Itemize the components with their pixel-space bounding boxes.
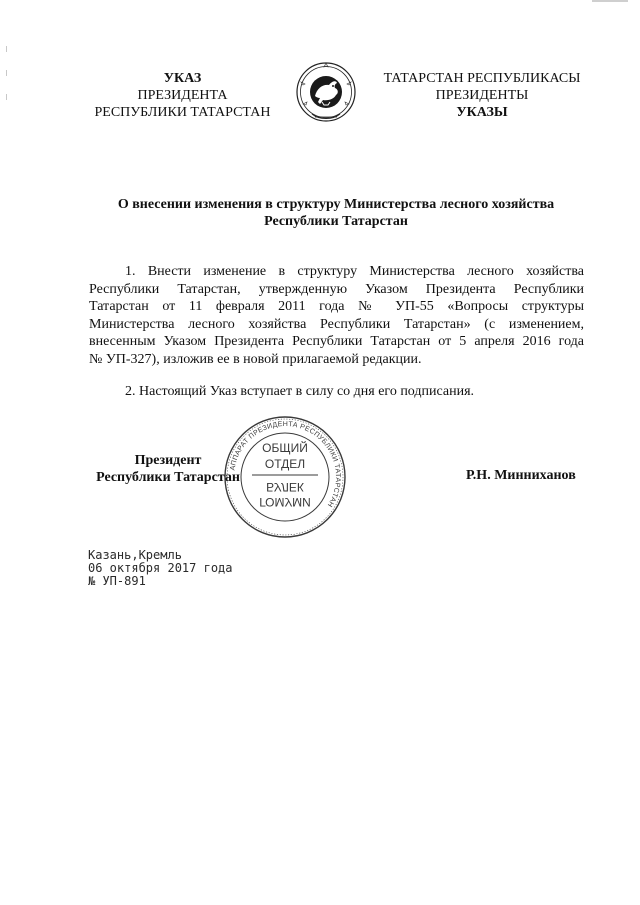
- header-right-block: [372, 70, 592, 121]
- paragraph-1-line: Министерства лесного хозяйства Республики Татарстан» (с изменением,: [89, 316, 584, 332]
- stamp-line3: БУЛЕК: [266, 480, 304, 494]
- header-left-line3: РЕСПУБЛИКИ ТАТАРСТАН: [94, 105, 271, 120]
- decree-paragraph-1: [89, 263, 584, 369]
- paragraph-1-line: 1. Внести изменение в структуру Министерства лесного хозяйства: [125, 264, 584, 279]
- paragraph-1-line: Татарстан от 11 февраля 2011 года № УП-55 «Вопросы структуры: [89, 299, 584, 315]
- paragraph-1-line: Республики Татарстан, утвержденную Указом Президента Республики: [89, 281, 584, 297]
- stamp-line4: ГОМУМИ: [259, 495, 311, 509]
- scan-corner-mark: [592, 0, 628, 2]
- registration-block: [88, 549, 233, 588]
- stamp-line2: ОТДЕЛ: [264, 457, 306, 471]
- decree-title: [80, 196, 592, 230]
- tatarstan-coat-of-arms-icon: [295, 58, 357, 126]
- scan-edge-tick: [6, 94, 7, 100]
- header-right-line1: ТАТАРСТАН РЕСПУБЛИКАСЫ: [383, 71, 581, 86]
- paragraph-1-line: № УП-327), изложив ее в новой прилагаемой редакции.: [89, 351, 422, 367]
- scan-edge-tick: [6, 70, 7, 76]
- registration-date: 06 октября 2017 года: [88, 561, 233, 575]
- header-left-title: УКАЗ: [163, 71, 202, 86]
- decree-title-line1: О внесении изменения в структуру Министерства лесного хозяйства: [117, 197, 555, 212]
- header-right-line2: ПРЕЗИДЕНТЫ: [435, 88, 529, 103]
- header-right-title: УКАЗЫ: [456, 105, 508, 120]
- scan-edge-tick: [6, 46, 7, 52]
- paragraph-1-line: внесенным Указом Президента Республики Татарстан от 5 апреля 2016 года: [89, 334, 584, 350]
- registration-number: № УП-891: [88, 574, 146, 588]
- decree-title-line2: Республики Татарстан: [264, 214, 408, 229]
- signatory-position-line2: Республики Татарстан: [96, 470, 240, 485]
- stamp-line1: ОБЩИЙ: [262, 441, 308, 455]
- signatory-name: Р.Н. Минниханов: [466, 468, 576, 483]
- decree-paragraph-2: 2. Настоящий Указ вступает в силу со дня его подписания.: [125, 384, 475, 399]
- registration-place: Казань,Кремль: [88, 548, 182, 562]
- signatory-position-line1: Президент: [134, 453, 202, 468]
- header-left-block: [80, 70, 285, 121]
- header-left-line2: ПРЕЗИДЕНТА: [137, 88, 228, 103]
- stamp-ring-text: АППАРАТ ПРЕЗИДЕНТА РЕСПУБЛИКИ ТАТАРСТАН: [229, 420, 342, 509]
- general-department-stamp: [222, 414, 348, 540]
